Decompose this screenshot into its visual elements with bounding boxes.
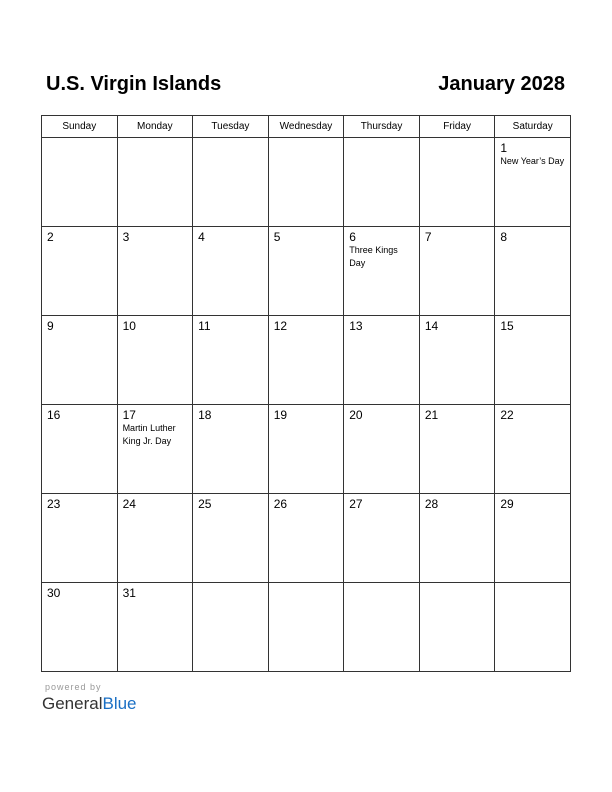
day-cell [495,405,571,494]
day-number: 9 [47,319,54,333]
week-row [42,227,571,316]
day-cell [268,138,344,227]
day-cell [117,138,193,227]
day-cell [344,316,420,405]
week-row [42,316,571,405]
day-cell [117,494,193,583]
day-cell [419,494,495,583]
day-cell [42,405,118,494]
day-cell [344,405,420,494]
day-cell [344,138,420,227]
calendar-grid [41,115,571,672]
day-number [495,583,570,586]
day-number [344,138,419,141]
day-number: 8 [500,230,508,244]
day-number [42,138,117,141]
day-cell [495,138,571,227]
day-cell [117,405,193,494]
day-cell [193,583,269,672]
day-cell [193,316,269,405]
holiday-label: Martin Luther King Jr. Day [122,423,176,446]
day-number [193,583,268,586]
day-number: 14 [424,319,439,333]
day-number [420,583,495,586]
day-number: 13 [349,319,363,333]
day-cell [268,494,344,583]
day-number: 26 [273,497,288,511]
day-number: 11 [198,319,211,333]
weekday-header: Wednesday [268,116,344,138]
day-number: 4 [198,230,205,244]
day-cell [42,583,118,672]
brand-general-text: General [42,694,103,713]
weekday-header-row [42,116,571,138]
day-cell [268,227,344,316]
day-cell [344,583,420,672]
day-cell [495,583,571,672]
day-number [118,138,193,141]
weekday-header: Sunday [42,116,118,138]
day-number: 18 [198,408,212,422]
day-cell [117,316,193,405]
day-number [269,138,344,141]
day-cell [344,227,420,316]
day-number: 17 [122,408,136,422]
day-number: 29 [500,497,514,511]
day-number: 3 [122,230,130,244]
day-number: 22 [500,408,514,422]
day-number: 15 [500,319,514,333]
day-number: 25 [198,497,212,511]
day-cell [495,316,571,405]
day-cell [42,316,118,405]
week-row [42,405,571,494]
day-number: 16 [47,408,61,422]
country-title: U.S. Virgin Islands [46,73,222,95]
holiday-label: New Year’s Day [500,156,565,166]
weekday-header: Saturday [495,116,571,138]
day-cell [42,138,118,227]
day-cell [193,405,269,494]
day-cell [419,227,495,316]
week-row [42,494,571,583]
month-year-title: January 2028 [438,73,565,95]
day-number: 12 [273,319,288,333]
weekday-header: Friday [419,116,495,138]
day-cell [193,227,269,316]
day-cell [117,227,193,316]
day-number: 2 [47,230,54,244]
weekday-header: Monday [117,116,193,138]
powered-by-text: powered by [45,682,102,692]
day-number: 19 [273,408,288,422]
day-cell [419,405,495,494]
day-number: 1 [500,141,508,155]
weekday-header: Tuesday [193,116,269,138]
day-number: 7 [424,230,432,244]
day-cell [495,494,571,583]
day-number: 6 [349,230,356,244]
day-number [193,138,268,141]
day-cell [268,405,344,494]
holiday-label: Three Kings Day [349,245,398,268]
day-cell [193,494,269,583]
day-number [269,583,344,586]
week-row [42,583,571,672]
day-cell [268,583,344,672]
day-cell [117,583,193,672]
week-row [42,138,571,227]
day-number: 23 [47,497,61,511]
day-number: 30 [47,586,61,600]
day-cell [42,227,118,316]
day-cell [42,494,118,583]
brand-blue-text: Blue [102,694,137,713]
day-cell [419,138,495,227]
day-number: 20 [349,408,363,422]
day-number: 24 [122,497,136,511]
day-cell [268,316,344,405]
day-cell [419,316,495,405]
day-cell [193,138,269,227]
day-number: 10 [122,319,136,333]
day-cell [419,583,495,672]
day-number [344,583,419,586]
day-number [420,138,495,141]
day-number: 28 [424,497,439,511]
day-cell [495,227,571,316]
generalblue-logo[interactable] [42,694,137,714]
weekday-header: Thursday [344,116,420,138]
day-number: 5 [273,230,281,244]
day-number: 27 [349,497,363,511]
day-cell [344,494,420,583]
day-number: 31 [122,586,136,600]
day-number: 21 [424,408,439,422]
